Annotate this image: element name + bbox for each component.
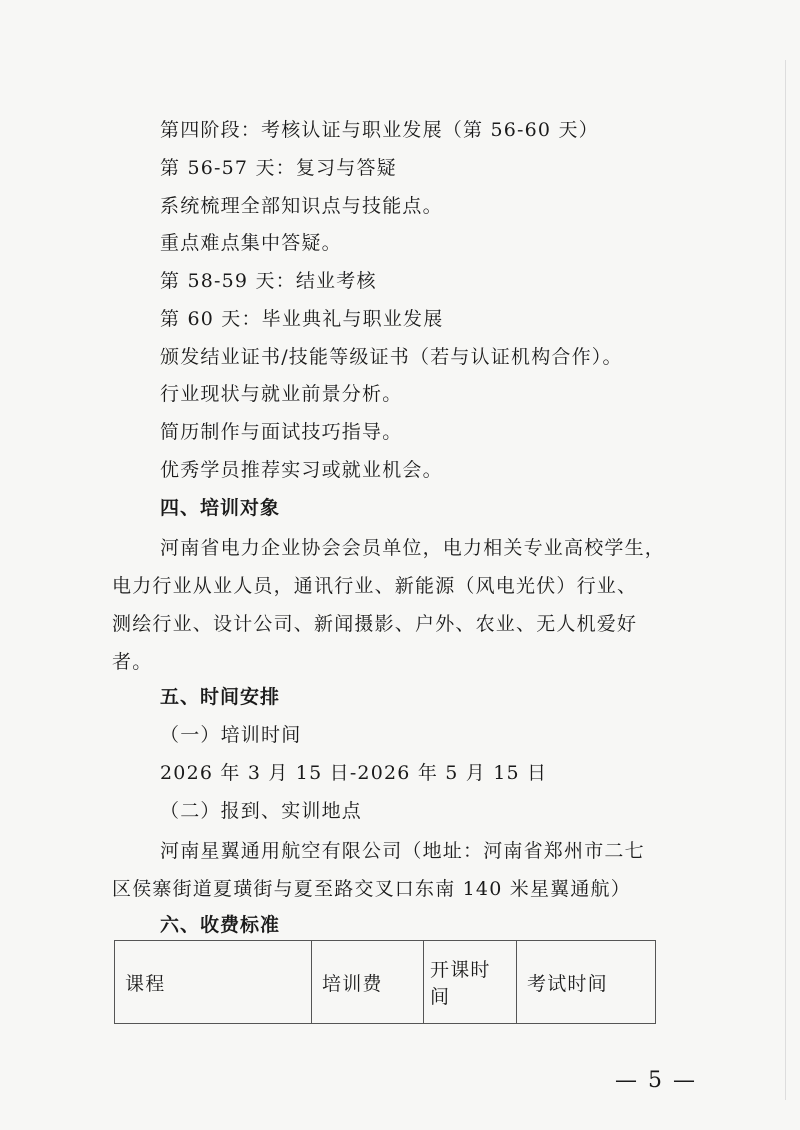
address-line: 区侯寨街道夏璜街与夏至路交叉口东南 140 米星翼通航） xyxy=(112,878,631,900)
paragraph-line: 河南省电力企业协会会员单位，电力相关专业高校学生， xyxy=(160,537,666,559)
days-56-57: 第 56-57 天：复习与答疑 xyxy=(160,157,397,179)
fee-table xyxy=(114,940,656,1024)
subsection-training-time: （一）培训时间 xyxy=(160,724,302,746)
text-line: 优秀学员推荐实习或就业机会。 xyxy=(160,459,443,481)
section-six-heading: 六、收费标准 xyxy=(160,914,281,936)
paragraph-line: 者。 xyxy=(112,651,153,673)
text-line: 颁发结业证书/技能等级证书（若与认证机构合作）。 xyxy=(160,346,623,368)
section-four-heading: 四、培训对象 xyxy=(160,497,281,519)
scan-edge-line xyxy=(785,60,786,1100)
stage-four-heading: 第四阶段：考核认证与职业发展（第 56-60 天） xyxy=(160,119,599,141)
text-line: 重点难点集中答疑。 xyxy=(160,232,342,254)
subsection-location: （二）报到、实训地点 xyxy=(160,800,363,822)
address-line: 河南星翼通用航空有限公司（地址：河南省郑州市二七 xyxy=(160,840,645,862)
page-number: — 5 — xyxy=(615,1068,697,1093)
section-five-heading: 五、时间安排 xyxy=(160,686,281,708)
text-line: 行业现状与就业前景分析。 xyxy=(160,383,403,405)
header-fee: 培训费 xyxy=(312,941,424,1024)
table-header-row xyxy=(115,941,656,1024)
paragraph-line: 测绘行业、设计公司、新闻摄影、户外、农业、无人机爱好 xyxy=(112,613,638,635)
text-line: 系统梳理全部知识点与技能点。 xyxy=(160,195,443,217)
header-start-time: 开课时间 xyxy=(424,941,517,1024)
text-line: 简历制作与面试技巧指导。 xyxy=(160,421,403,443)
header-exam-time: 考试时间 xyxy=(517,941,656,1024)
training-dates: 2026 年 3 月 15 日-2026 年 5 月 15 日 xyxy=(160,762,548,784)
paragraph-line: 电力行业从业人员，通讯行业、新能源（风电光伏）行业、 xyxy=(112,575,638,597)
days-58-59: 第 58-59 天：结业考核 xyxy=(160,270,377,292)
day-60: 第 60 天：毕业典礼与职业发展 xyxy=(160,308,444,330)
header-course: 课程 xyxy=(115,941,312,1024)
